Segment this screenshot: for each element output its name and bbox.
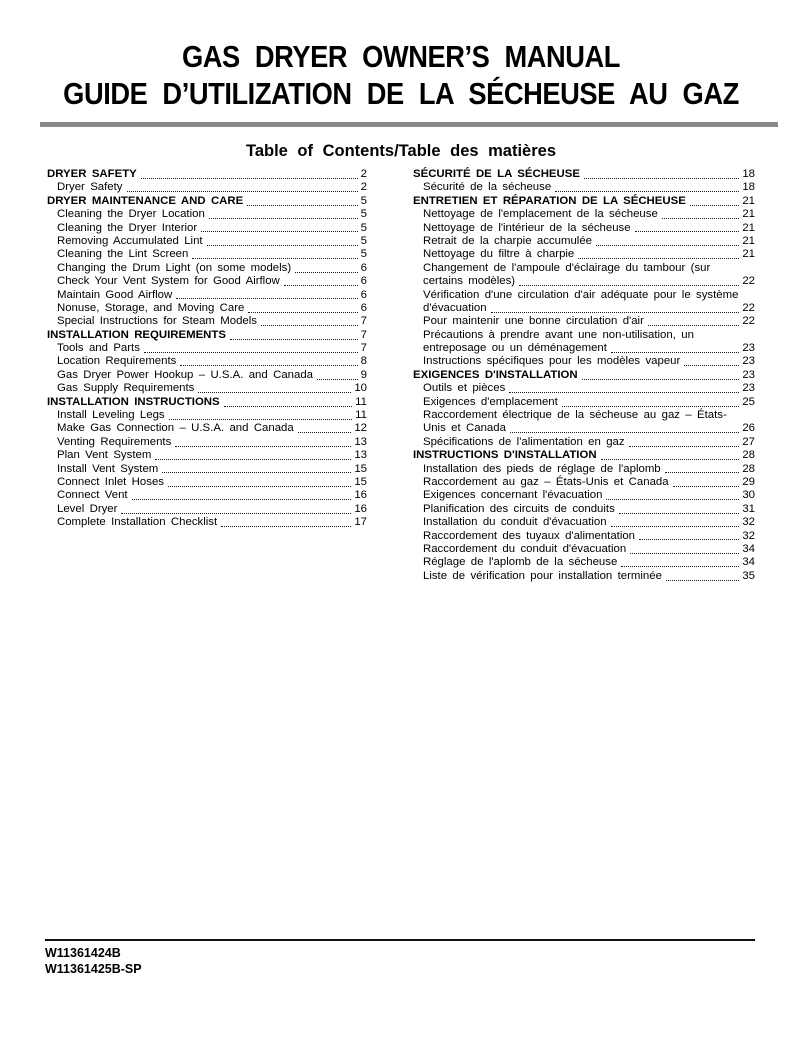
toc-entry [47, 222, 367, 235]
toc-page-number: 7 [360, 315, 367, 328]
part-number-spanish: W11361425B-SP [45, 962, 142, 976]
toc-dot-leader [284, 285, 358, 286]
toc-dot-leader [621, 566, 739, 567]
toc-page-number: 21 [742, 248, 755, 261]
toc-dot-leader [562, 406, 740, 407]
toc-entry [47, 489, 367, 502]
toc-page-number: 11 [355, 409, 367, 422]
toc-entry [413, 382, 755, 395]
toc-page-number: 18 [742, 181, 755, 194]
toc-dot-leader [230, 339, 358, 340]
toc-entry-label: Nettoyage du filtre à charpie [423, 248, 575, 261]
toc-entry [413, 235, 755, 248]
toc-entry [413, 556, 755, 569]
toc-page-number: 10 [354, 382, 367, 395]
toc-dot-leader [611, 352, 739, 353]
toc-entry-label: Exigences concernant l'évacuation [423, 489, 603, 502]
toc-entry-label: Removing Accumulated Lint [57, 234, 203, 247]
toc-dot-leader [611, 526, 740, 527]
toc-dot-leader [519, 285, 739, 286]
toc-dot-leader [127, 191, 358, 192]
toc-entry [47, 315, 367, 328]
toc-page-number: 5 [360, 194, 367, 207]
toc-entry [413, 503, 755, 516]
toc-entry [47, 449, 367, 462]
toc-entry [413, 463, 755, 476]
toc-entry [413, 275, 755, 288]
toc-dot-leader [144, 352, 358, 353]
toc-entry [413, 355, 755, 368]
toc-page-number: 23 [742, 368, 755, 381]
toc-entry-label: INSTRUCTIONS D'INSTALLATION [413, 449, 597, 462]
toc-dot-leader [635, 231, 740, 232]
toc-page-number: 15 [354, 462, 367, 475]
toc-page-number: 5 [360, 221, 367, 234]
toc-dot-leader [121, 513, 351, 514]
toc-entry-label: Dryer Safety [57, 181, 123, 194]
toc-dot-leader [509, 392, 739, 393]
toc-page-number: 32 [742, 516, 755, 529]
toc-dot-leader [629, 446, 740, 447]
toc-dot-leader [665, 472, 740, 473]
toc-entry-label: Raccordement des tuyaux d'alimentation [423, 529, 636, 542]
toc-page-number: 26 [742, 422, 755, 435]
toc-entry [47, 436, 367, 449]
toc-entry [413, 181, 755, 194]
toc-entry [413, 222, 755, 235]
toc-entry [47, 409, 367, 422]
toc-page-number: 21 [742, 234, 755, 247]
toc-dot-leader [673, 486, 740, 487]
toc-page-number: 22 [742, 301, 755, 314]
toc-dot-leader [582, 379, 740, 380]
toc-entry [413, 302, 755, 315]
toc-entry [47, 369, 367, 382]
toc-dot-leader [176, 298, 357, 299]
toc-entry-label: Instructions spécifiques pour les modèles vapeur [423, 355, 681, 368]
toc-dot-leader [619, 513, 740, 514]
toc-entry-label: Maintain Good Airflow [57, 288, 173, 301]
toc-entry-label: Changing the Drum Light (on some models) [57, 261, 292, 274]
manual-title-block [0, 0, 802, 112]
toc-column-english [47, 168, 367, 583]
toc-page-number: 35 [742, 569, 755, 582]
toc-entry [413, 422, 755, 435]
toc-entry [413, 168, 755, 181]
toc-entry [413, 262, 755, 275]
toc-entry-label: certains modèles) [423, 275, 516, 288]
toc-page-number: 7 [360, 342, 367, 355]
toc-entry [413, 409, 755, 422]
toc-entry [47, 463, 367, 476]
toc-entry [47, 262, 367, 275]
toc-page-number: 21 [742, 194, 755, 207]
toc-entry-label: Level Dryer [57, 502, 118, 515]
toc-page-number: 16 [354, 502, 367, 515]
toc-page-number: 34 [742, 556, 755, 569]
toc-entry [47, 503, 367, 516]
toc-page-number: 23 [742, 342, 755, 355]
toc-entry-label: Connect Inlet Hoses [57, 475, 164, 488]
toc-entry [413, 570, 755, 583]
toc-entry [413, 289, 755, 302]
toc-page-number: 28 [742, 449, 755, 462]
toc-entry [413, 476, 755, 489]
toc-page-number: 6 [360, 275, 367, 288]
toc-dot-leader [261, 325, 358, 326]
toc-page-number: 23 [742, 382, 755, 395]
toc-heading: Table of Contents/Table des matières [245, 142, 557, 160]
toc-entry-label: Nettoyage de l'emplacement de la sécheuse [423, 208, 658, 221]
manual-title-french: GUIDE D’UTILIZATION DE LA SÉCHEUSE AU GAZ [63, 76, 739, 111]
toc-entry [47, 275, 367, 288]
toc-dot-leader [209, 218, 358, 219]
toc-entry [47, 396, 367, 409]
toc-entry [413, 208, 755, 221]
toc-page-number: 8 [360, 355, 367, 368]
toc-entry [47, 516, 367, 529]
toc-page-number: 2 [360, 181, 367, 194]
toc-columns [0, 168, 802, 583]
toc-dot-leader [168, 486, 351, 487]
toc-entry-label: INSTALLATION REQUIREMENTS [47, 328, 226, 341]
toc-entry [47, 342, 367, 355]
toc-dot-leader [578, 258, 739, 259]
toc-entry-label: Outils et pièces [423, 382, 506, 395]
toc-entry-label: Unis et Canada [423, 422, 506, 435]
toc-dot-leader [601, 459, 740, 460]
toc-dot-leader [248, 312, 357, 313]
toc-page-number: 22 [742, 275, 755, 288]
toc-entry-label: Cleaning the Dryer Interior [57, 221, 198, 234]
toc-entry-label: Gas Supply Requirements [57, 382, 195, 395]
toc-entry-label: Venting Requirements [57, 435, 172, 448]
toc-dot-leader [224, 406, 353, 407]
toc-page-number: 13 [354, 435, 367, 448]
toc-entry-label: Installation du conduit d'évacuation [423, 516, 607, 529]
toc-entry-label: INSTALLATION INSTRUCTIONS [47, 395, 220, 408]
toc-dot-leader [648, 325, 739, 326]
toc-dot-leader [555, 191, 739, 192]
toc-dot-leader [155, 459, 351, 460]
toc-dot-leader [192, 258, 357, 259]
toc-entry [47, 235, 367, 248]
toc-entry-label: Plan Vent System [57, 449, 152, 462]
toc-entry-label: EXIGENCES D'INSTALLATION [413, 368, 578, 381]
toc-dot-leader [162, 472, 351, 473]
toc-entry-label: Exigences d'emplacement [423, 395, 558, 408]
toc-page-number: 11 [355, 395, 367, 408]
toc-entry-label: Spécifications de l'alimentation en gaz [423, 435, 625, 448]
toc-entry [47, 382, 367, 395]
toc-entry-label: Special Instructions for Steam Models [57, 315, 257, 328]
toc-entry [47, 195, 367, 208]
toc-dot-leader [510, 432, 739, 433]
toc-dot-leader [298, 432, 352, 433]
toc-dot-leader [207, 245, 358, 246]
toc-dot-leader [666, 580, 739, 581]
part-number-primary: W11361424B [45, 946, 121, 960]
toc-dot-leader [662, 218, 740, 219]
toc-page-number: 23 [742, 355, 755, 368]
toc-page-number: 21 [742, 208, 755, 221]
toc-dot-leader [630, 553, 739, 554]
toc-page-number: 5 [360, 208, 367, 221]
toc-page-number: 9 [360, 368, 367, 381]
toc-page-number: 21 [742, 221, 755, 234]
toc-entry [413, 449, 755, 462]
toc-page-number: 6 [360, 288, 367, 301]
toc-entry [413, 329, 755, 342]
toc-entry [47, 355, 367, 368]
toc-entry-label: Cleaning the Dryer Location [57, 208, 205, 221]
toc-entry-label: Cleaning the Lint Screen [57, 248, 189, 261]
title-divider-rule [40, 122, 778, 127]
toc-entry-label: Raccordement du conduit d'évacuation [423, 542, 627, 555]
toc-entry [47, 289, 367, 302]
toc-entry-label: Réglage de l'aplomb de la sécheuse [423, 556, 618, 569]
toc-dot-leader [606, 499, 739, 500]
toc-entry [47, 329, 367, 342]
toc-entry-label: Raccordement électrique de la sécheuse au gaz – États- [423, 409, 727, 422]
toc-entry-label: Retrait de la charpie accumulée [423, 234, 592, 247]
toc-dot-leader [180, 365, 357, 366]
toc-entry-label: ENTRETIEN ET RÉPARATION DE LA SÉCHEUSE [413, 194, 686, 207]
toc-column-french [413, 168, 755, 583]
toc-entry [47, 248, 367, 261]
toc-entry [413, 315, 755, 328]
toc-entry [47, 208, 367, 221]
toc-page-number: 5 [360, 248, 367, 261]
toc-entry [413, 530, 755, 543]
toc-page-number: 6 [360, 261, 367, 274]
toc-entry-label: Make Gas Connection – U.S.A. and Canada [57, 422, 294, 435]
toc-entry-label: d'évacuation [423, 301, 487, 314]
toc-dot-leader [491, 312, 740, 313]
toc-entry [47, 422, 367, 435]
toc-entry [413, 195, 755, 208]
toc-dot-leader [584, 178, 739, 179]
toc-entry [47, 168, 367, 181]
toc-dot-leader [295, 272, 357, 273]
toc-entry [413, 436, 755, 449]
toc-page-number: 5 [360, 234, 367, 247]
toc-page-number: 29 [742, 475, 755, 488]
toc-entry-label: Changement de l'ampoule d'éclairage du tambour (sur [423, 261, 711, 274]
toc-entry-label: Sécurité de la sécheuse [423, 181, 552, 194]
toc-entry [413, 248, 755, 261]
toc-page-number: 25 [742, 395, 755, 408]
toc-entry [413, 342, 755, 355]
toc-dot-leader [690, 205, 740, 206]
toc-entry-label: Raccordement au gaz – États-Unis et Canada [423, 475, 669, 488]
toc-entry-label: Installation des pieds de réglage de l'aplomb [423, 462, 661, 475]
toc-dot-leader [141, 178, 358, 179]
toc-dot-leader [221, 526, 351, 527]
toc-page-number: 34 [742, 542, 755, 555]
toc-page-number: 12 [354, 422, 367, 435]
toc-dot-leader [201, 231, 357, 232]
toc-entry-label: Vérification d'une circulation d'air adéquate pour le système [423, 288, 739, 301]
toc-page-number: 18 [742, 167, 755, 180]
toc-entry [47, 476, 367, 489]
toc-page-number: 16 [354, 489, 367, 502]
toc-entry [47, 181, 367, 194]
toc-entry-label: Check Your Vent System for Good Airflow [57, 275, 280, 288]
toc-page-number: 15 [354, 475, 367, 488]
toc-entry-label: Gas Dryer Power Hookup – U.S.A. and Canada [57, 368, 313, 381]
toc-entry-label: Précautions à prendre avant une non-utilisation, un [423, 328, 694, 341]
toc-page-number: 7 [360, 328, 367, 341]
footer-divider-rule [45, 939, 755, 941]
toc-dot-leader [198, 392, 351, 393]
toc-dot-leader [317, 379, 358, 380]
toc-entry-label: Nettoyage de l'intérieur de la sécheuse [423, 221, 631, 234]
toc-entry [413, 489, 755, 502]
toc-entry [413, 369, 755, 382]
toc-entry [47, 302, 367, 315]
toc-page-number: 22 [742, 315, 755, 328]
toc-entry-label: Location Requirements [57, 355, 177, 368]
toc-entry-label: Complete Installation Checklist [57, 516, 218, 529]
toc-entry-label: Connect Vent [57, 489, 128, 502]
toc-entry [413, 516, 755, 529]
toc-page-number: 28 [742, 462, 755, 475]
toc-entry-label: Tools and Parts [57, 342, 140, 355]
toc-page-number: 6 [360, 301, 367, 314]
toc-entry-label: Liste de vérification pour installation terminée [423, 569, 662, 582]
toc-entry-label: entreposage ou un déménagement [423, 342, 607, 355]
toc-entry-label: DRYER MAINTENANCE AND CARE [47, 194, 244, 207]
toc-dot-leader [684, 365, 739, 366]
toc-dot-leader [169, 419, 353, 420]
toc-page-number: 31 [742, 502, 755, 515]
toc-dot-leader [132, 499, 352, 500]
toc-page-number: 30 [742, 489, 755, 502]
toc-entry-label: Install Vent System [57, 462, 159, 475]
toc-page-number: 2 [360, 167, 367, 180]
toc-entry-label: Planification des circuits de conduits [423, 502, 615, 515]
toc-entry-label: Install Leveling Legs [57, 409, 165, 422]
toc-entry-label: SÉCURITÉ DE LA SÉCHEUSE [413, 167, 580, 180]
toc-entry-label: Nonuse, Storage, and Moving Care [57, 301, 245, 314]
toc-page-number: 17 [354, 516, 367, 529]
page-footer [45, 939, 757, 977]
toc-page-number: 27 [742, 435, 755, 448]
toc-dot-leader [596, 245, 739, 246]
toc-entry-label: DRYER SAFETY [47, 167, 137, 180]
toc-page-number: 13 [354, 449, 367, 462]
toc-dot-leader [175, 446, 351, 447]
toc-entry [413, 396, 755, 409]
toc-dot-leader [639, 539, 739, 540]
toc-entry [413, 543, 755, 556]
toc-page-number: 32 [742, 529, 755, 542]
toc-entry-label: Pour maintenir une bonne circulation d'air [423, 315, 644, 328]
manual-title-english: GAS DRYER OWNER’S MANUAL [181, 39, 621, 74]
toc-dot-leader [247, 205, 357, 206]
